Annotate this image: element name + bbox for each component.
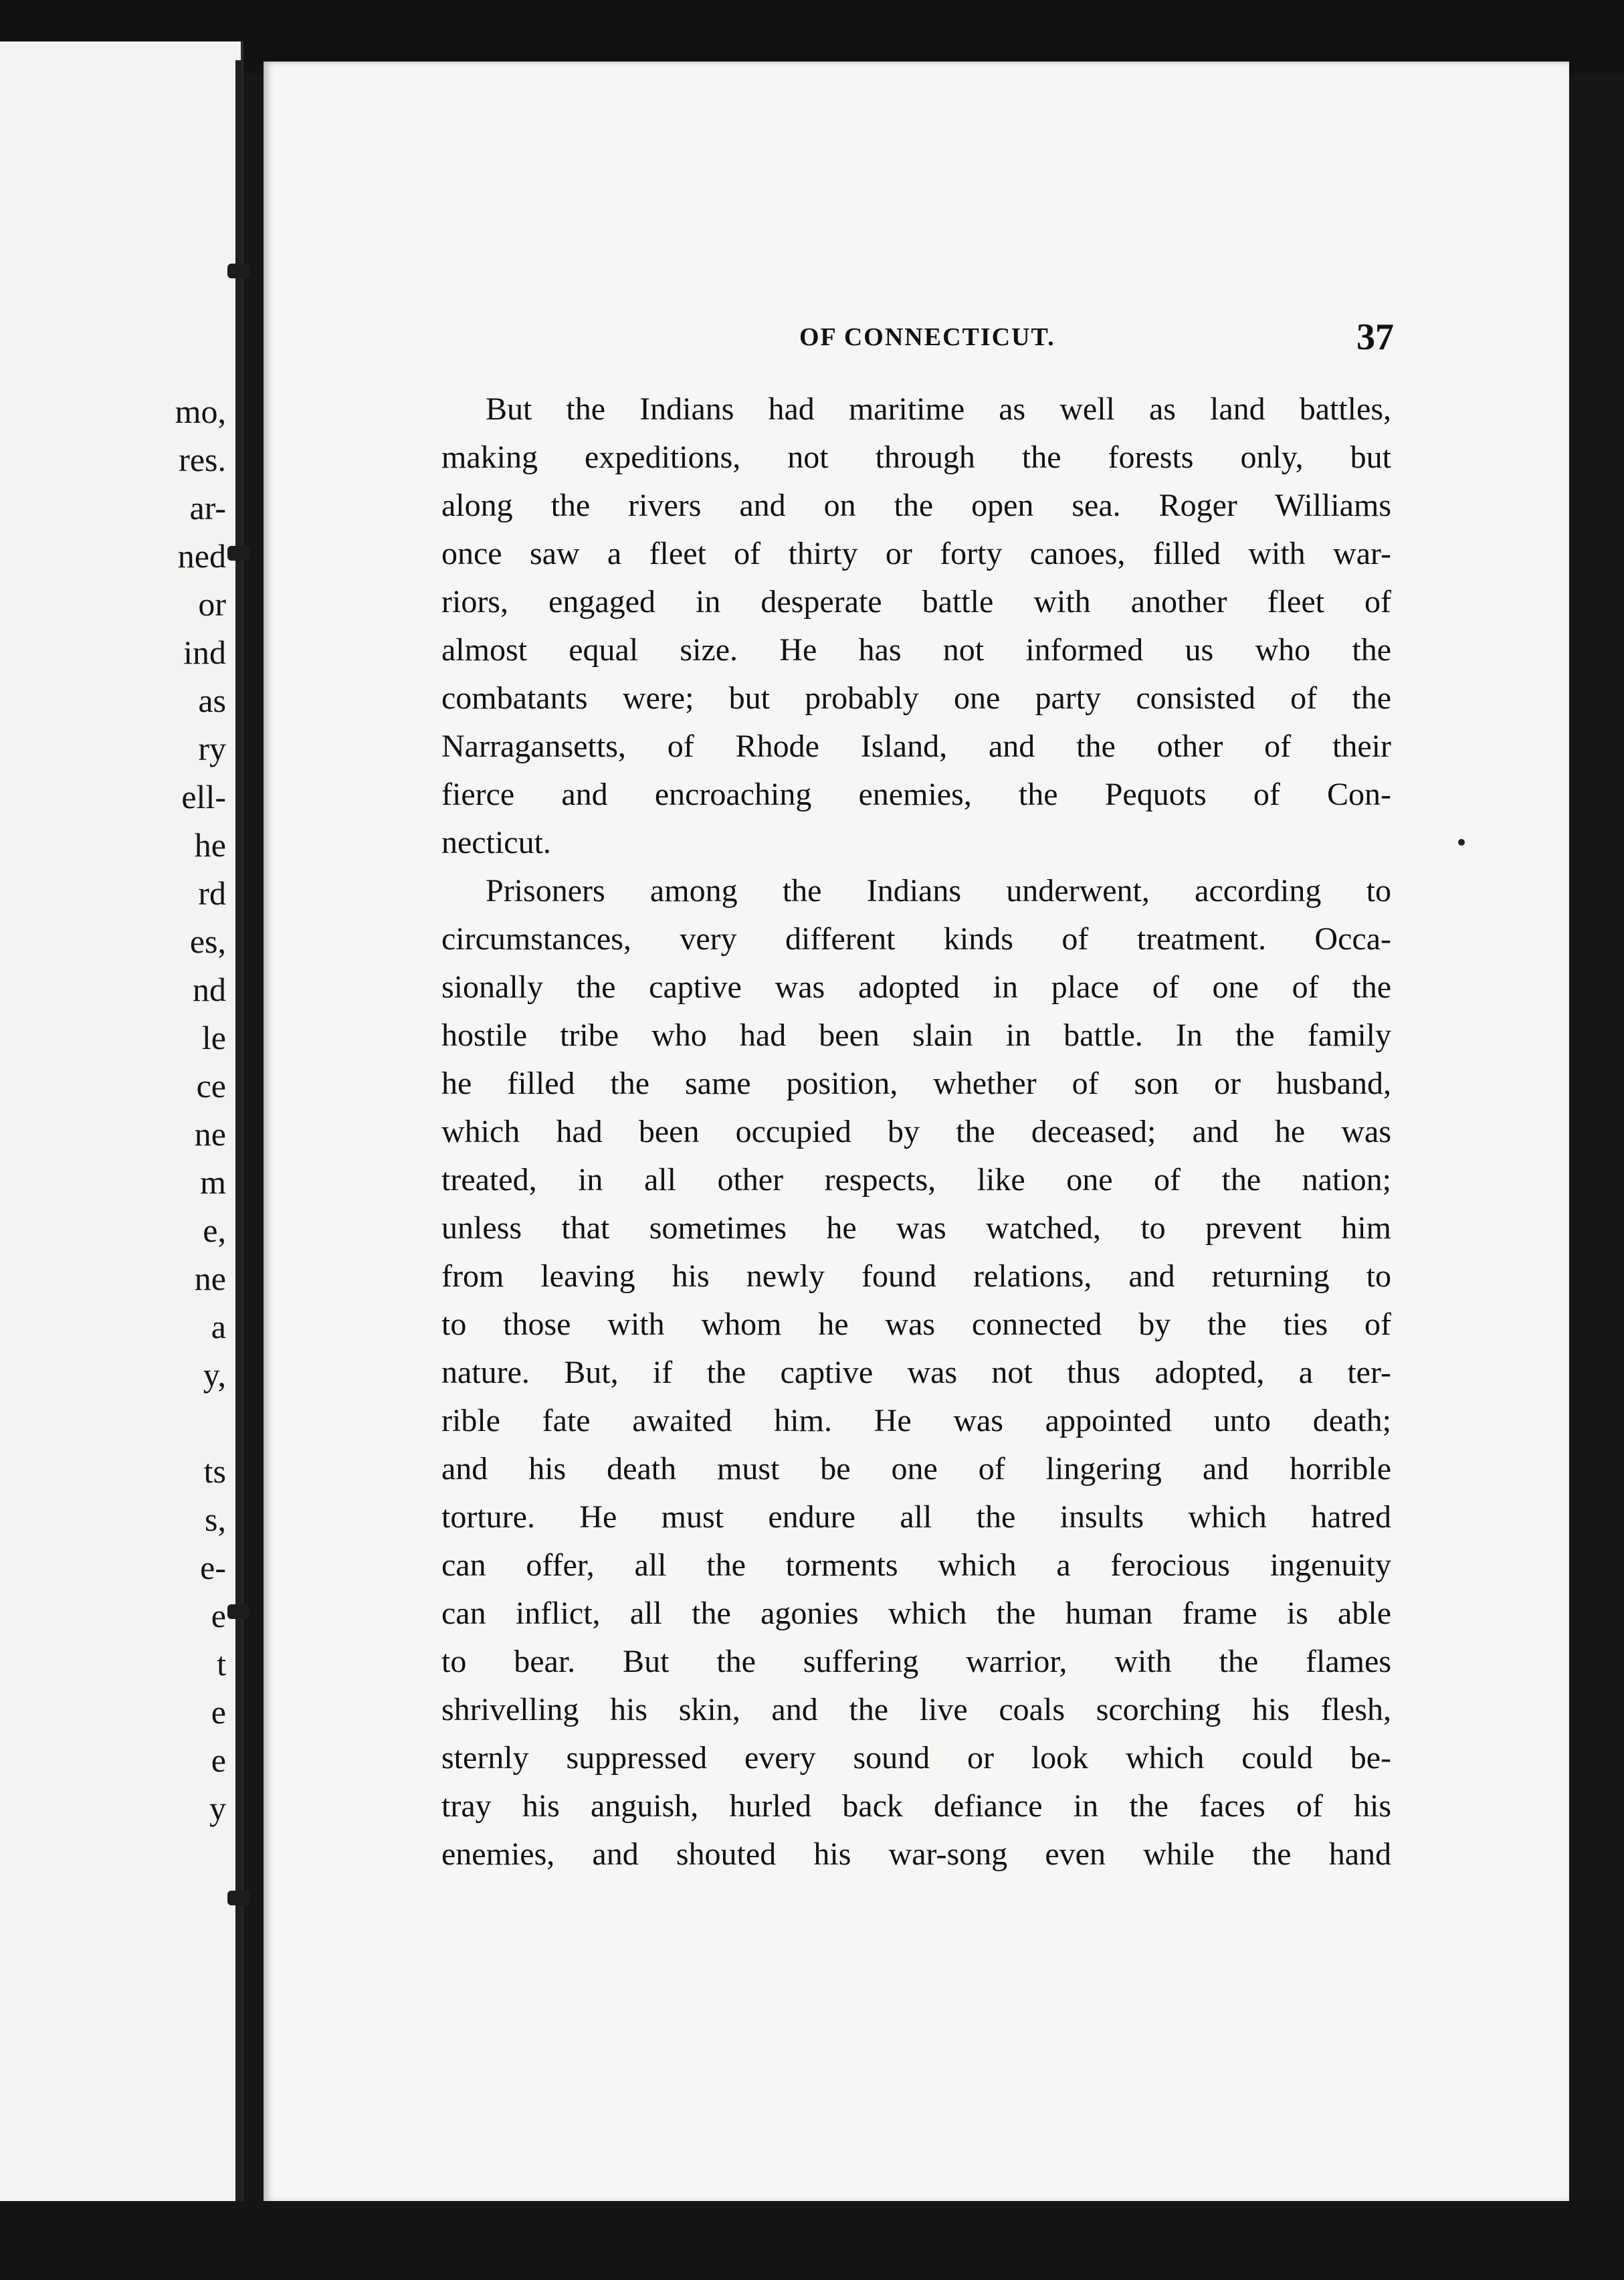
left-page-fragment: e [211, 1597, 226, 1634]
body-text-line: enemies, and shouted his war-song even while the hand [441, 1836, 1391, 1872]
body-text-line: can offer, all the torments which a ferocious ingenuity [441, 1547, 1391, 1583]
stitch-mark [227, 1891, 250, 1905]
left-page-fragment: mo, [175, 393, 226, 430]
left-page-fragment: e [211, 1741, 226, 1779]
left-page-fragment: t [217, 1645, 226, 1683]
body-text-line: circumstances, very different kinds of treatment. Occa- [441, 921, 1391, 957]
left-page-fragment: rd [198, 874, 226, 912]
body-text-line: rible fate awaited him. He was appointed unto death; [441, 1403, 1391, 1438]
body-text-line: treated, in all other respects, like one of the nation; [441, 1162, 1391, 1198]
page-number: 37 [1356, 316, 1394, 358]
body-text-line: riors, engaged in desperate battle with another fleet of [441, 584, 1391, 620]
body-text-line: once saw a fleet of thirty or forty canoes, filled with war- [441, 536, 1391, 571]
left-page-fragment: as [198, 682, 226, 719]
body-text-line: can inflict, all the agonies which the human frame is able [441, 1596, 1391, 1631]
left-page-fragment: ind [183, 634, 226, 671]
previous-page-edge [0, 41, 243, 2201]
left-page-fragment: a [211, 1308, 226, 1345]
body-text-line: torture. He must endure all the insults which hatred [441, 1499, 1391, 1535]
left-page-fragment: ne [194, 1115, 226, 1153]
stitch-mark [227, 546, 250, 561]
body-text-line: almost equal size. He has not informed us who the [441, 632, 1391, 668]
body-text-line: along the rivers and on the open sea. Roger Williams [441, 488, 1391, 523]
left-page-fragment: s, [205, 1501, 226, 1538]
body-text-line: necticut. [441, 825, 551, 860]
binding-stitch-line [235, 60, 242, 2201]
body-text-line: unless that sometimes he was watched, to prevent him [441, 1210, 1391, 1246]
left-page-fragment: ry [198, 730, 226, 767]
body-text-line: nature. But, if the captive was not thus adopted, a ter- [441, 1355, 1391, 1390]
left-page-fragment: ce [196, 1067, 226, 1105]
body-text-line: which had been occupied by the deceased; and he was [441, 1114, 1391, 1149]
stitch-mark [227, 1604, 250, 1619]
left-page-fragment: e, [203, 1212, 226, 1249]
left-page-fragment: e- [200, 1549, 226, 1586]
body-text-line: sionally the captive was adopted in place of one of the [441, 969, 1391, 1005]
body-text-line: Prisoners among the Indians underwent, according to [486, 873, 1391, 909]
left-page-fragment: or [198, 585, 226, 623]
left-page-fragment: ar- [189, 489, 226, 527]
body-text-line: Narragansetts, of Rhode Island, and the other of their [441, 729, 1391, 764]
body-text-line: shrivelling his skin, and the live coals scorching his flesh, [441, 1692, 1391, 1727]
left-page-fragment: y [209, 1790, 226, 1827]
left-page-fragment: le [201, 1019, 226, 1056]
running-head: OF CONNECTICUT. [799, 323, 1055, 351]
body-text-line: tray his anguish, hurled back defiance in the faces of his [441, 1788, 1391, 1824]
left-page-fragment: e [211, 1693, 226, 1731]
stitch-mark [227, 264, 250, 278]
bottom-shadow [0, 2201, 1624, 2280]
body-text-line: to those with whom he was connected by the ties of [441, 1307, 1391, 1342]
left-page-fragment: ts [203, 1452, 226, 1490]
left-page-fragment: ne [194, 1260, 226, 1297]
ink-speck [1458, 839, 1465, 846]
body-text-line: combatants were; but probably one party consisted of the [441, 680, 1391, 716]
body-text-line: fierce and encroaching enemies, the Pequots of Con- [441, 777, 1391, 812]
body-text-line: sternly suppressed every sound or look which could be- [441, 1740, 1391, 1776]
left-page-fragment: ell- [181, 778, 226, 816]
left-page-fragment: y, [203, 1356, 226, 1394]
body-text-line: But the Indians had maritime as well as land battles, [486, 391, 1391, 427]
body-text-line: hostile tribe who had been slain in battle. In the family [441, 1018, 1391, 1053]
left-page-fragment: ned [177, 537, 226, 575]
left-page-fragment: nd [193, 971, 226, 1008]
body-text-line: he filled the same position, whether of son or husband, [441, 1066, 1391, 1101]
left-page-fragment: he [194, 826, 226, 864]
body-text-line: to bear. But the suffering warrior, with the flames [441, 1644, 1391, 1679]
body-text-line: from leaving his newly found relations, and returning to [441, 1258, 1391, 1294]
body-text-line: and his death must be one of lingering and horrible [441, 1451, 1391, 1487]
left-page-fragment: res. [179, 441, 226, 478]
left-page-fragment: m [200, 1163, 226, 1201]
body-text-line: making expeditions, not through the forests only, but [441, 440, 1391, 475]
left-page-fragment: es, [189, 923, 226, 960]
